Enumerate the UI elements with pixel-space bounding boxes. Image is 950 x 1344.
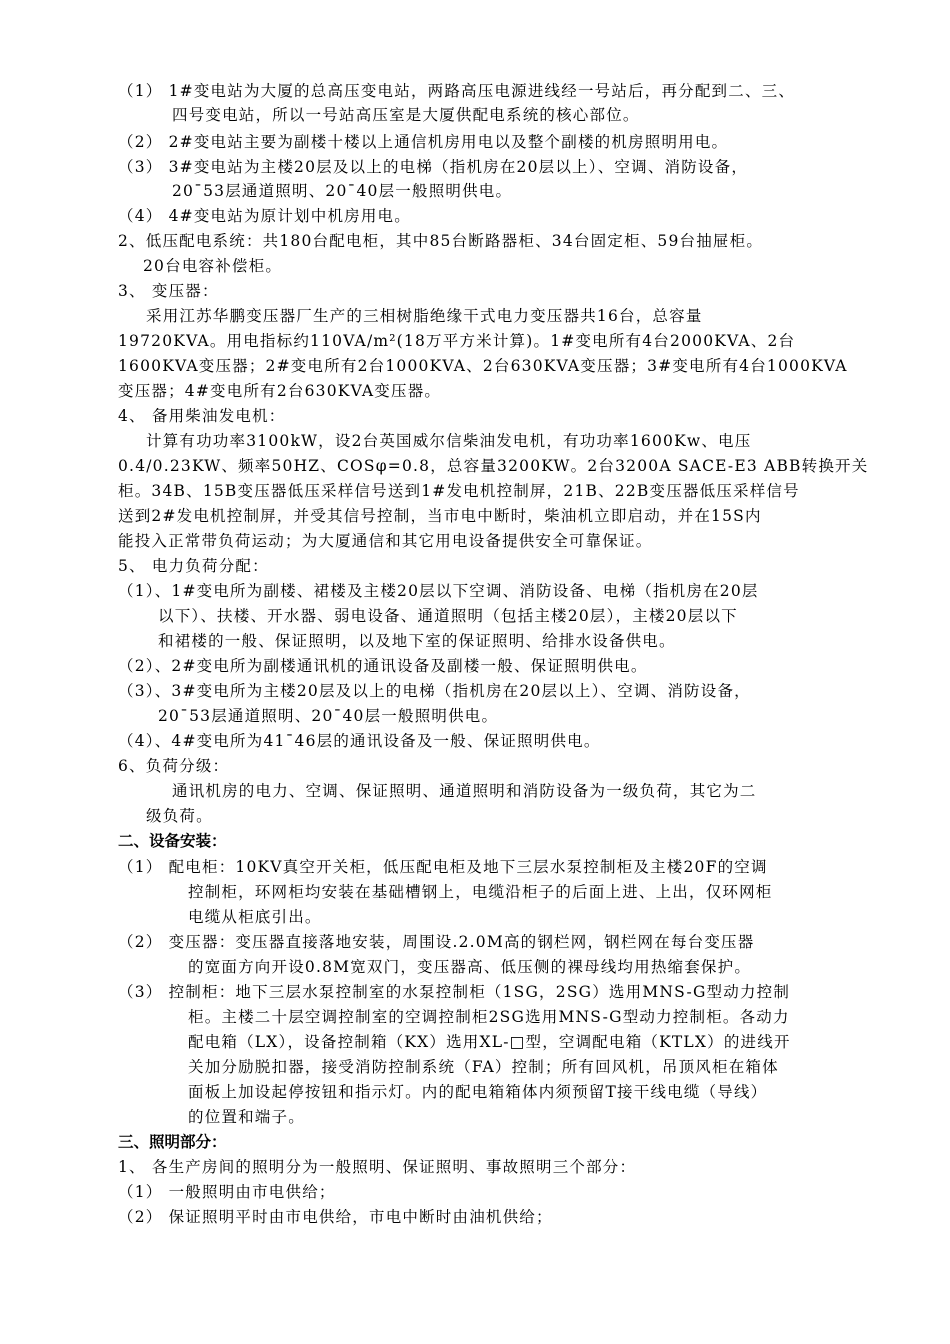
text-line: 19720KVA。用电指标约110VA/m²(18万平方米计算)。1#变电所有4台2000KVA、2台 [118,332,796,350]
text-line: 的位置和端子。 [188,1108,305,1126]
text-line: 关加分励脱扣器，接受消防控制系统（FA）控制；所有回风机，吊顶风柜在箱体 [188,1058,779,1076]
text-line: （2） 保证照明平时由市电供给，市电中断时由油机供给； [118,1208,553,1226]
text-line: （1） 一般照明由市电供给； [118,1183,336,1201]
text-line: 2、低压配电系统：共180台配电柜，其中85台断路器柜、34台固定柜、59台抽屉柜。 [118,232,764,250]
text-line: 四号变电站，所以一号站高压室是大厦供配电系统的核心部位。 [172,106,640,124]
heading-transformer: 3、 变压器： [118,282,219,300]
heading-load-distribution: 5、 电力负荷分配： [118,557,269,575]
text-line: 20台电容补偿柜。 [143,257,283,275]
text-line: 和裙楼的一般、保证照明，以及地下室的保证照明、给排水设备供电。 [158,632,676,650]
text-line: （3）、3#变电所为主楼20层及以上的电梯（指机房在20层以上）、空调、消防设备， [118,682,751,700]
text-line: 的宽面方向开设0.8M宽双门，变压器高、低压侧的裸母线均用热缩套保护。 [188,958,752,976]
text-line: 控制柜，环网柜均安装在基础槽钢上，电缆沿柜子的后面上进、上出，仅环网柜 [188,883,773,901]
text-line: 0.4/0.23KW、频率50HZ、COSφ=0.8，总容量3200KW。2台3200A SACE-E3 ABB转换开关 [118,457,869,475]
text-line: 电缆从柜底引出。 [188,908,322,926]
text-line: 1、 各生产房间的照明分为一般照明、保证照明、事故照明三个部分： [118,1158,637,1176]
text-line: 变压器；4#变电所有2台630KVA变压器。 [118,382,442,400]
text-line: 以下）、扶楼、开水器、弱电设备、通道照明（包括主楼20层），主楼20层以下 [158,607,738,625]
text-line: （3） 控制柜：地下三层水泵控制室的水泵控制柜（1SG，2SG）选用MNS-G型动力控制 [118,983,791,1001]
section-heading-equipment: 二、设备安装： [118,831,227,850]
text-line: 1600KVA变压器；2#变电所有2台1000KVA、2台630KVA变压器；3#变电所有4台1000KVA [118,357,848,375]
heading-generator: 4、 备用柴油发电机： [118,407,286,425]
text-line: 级负荷。 [146,807,213,825]
text-line: （2） 2#变电站主要为副楼十楼以上通信机房用电以及整个副楼的机房照明用电。 [118,133,729,151]
text-line: 通讯机房的电力、空调、保证照明、通道照明和消防设备为一级负荷，其它为二 [172,782,757,800]
text-line: 能投入正常带负荷运动；为大厦通信和其它用电设备提供安全可靠保证。 [118,532,653,550]
text-line: （2） 变压器：变压器直接落地安装，周围设.2.0M高的钢栏网，钢栏网在每台变压器 [118,933,755,951]
text-line: 送到2#发电机控制屏，并受其信号控制，当市电中断时，柴油机立即启动，并在15S内 [118,507,762,525]
text-line: 采用江苏华鹏变压器厂生产的三相树脂绝缘干式电力变压器共16台，总容量 [146,307,703,325]
text-line: （1） 配电柜：10KV真空开关柜，低压配电柜及地下三层水泵控制柜及主楼20F的空调 [118,858,768,876]
heading-load-class: 6、负荷分级： [118,757,230,775]
text-line: 20¯53层通道照明、20¯40层一般照明供电。 [172,182,513,200]
text-line: 计算有功功率3100kW，设2台英国威尔信柴油发电机，有功功率1600Kw、电压 [146,432,752,450]
text-line: 面板上加设起停按钮和指示灯。内的配电箱箱体内须预留T接干线电缆（导线） [188,1083,768,1101]
text-line: （4） 4#变电站为原计划中机房用电。 [118,207,411,225]
text-line: 柜。34B、15B变压器低压采样信号送到1#发电机控制屏，21B、22B变压器低压采样信号 [118,482,800,500]
text-line: （2）、2#变电所为副楼通讯机的通讯设备及副楼一般、保证照明供电。 [118,657,648,675]
text-line: （1） 1#变电站为大厦的总高压变电站，两路高压电源进线经一号站后，再分配到二、三、 [118,82,796,100]
section-heading-lighting: 三、照明部分： [118,1132,227,1151]
text-line: 柜。主楼二十层空调控制室的空调控制柜2SG选用MNS-G型动力控制柜。各动力 [188,1008,790,1026]
text-line: （1）、1#变电所为副楼、裙楼及主楼20层以下空调、消防设备、电梯（指机房在20层 [118,582,759,600]
text-line: 配电箱（LX），设备控制箱（KX）选用XL-□型，空调配电箱（KTLX）的进线开 [188,1033,791,1051]
text-line: 20¯53层通道照明、20¯40层一般照明供电。 [158,707,499,725]
text-line: （4）、4#变电所为41¯46层的通讯设备及一般、保证照明供电。 [118,732,601,750]
text-line: （3） 3#变电站为主楼20层及以上的电梯（指机房在20层以上）、空调、消防设备， [118,158,749,176]
